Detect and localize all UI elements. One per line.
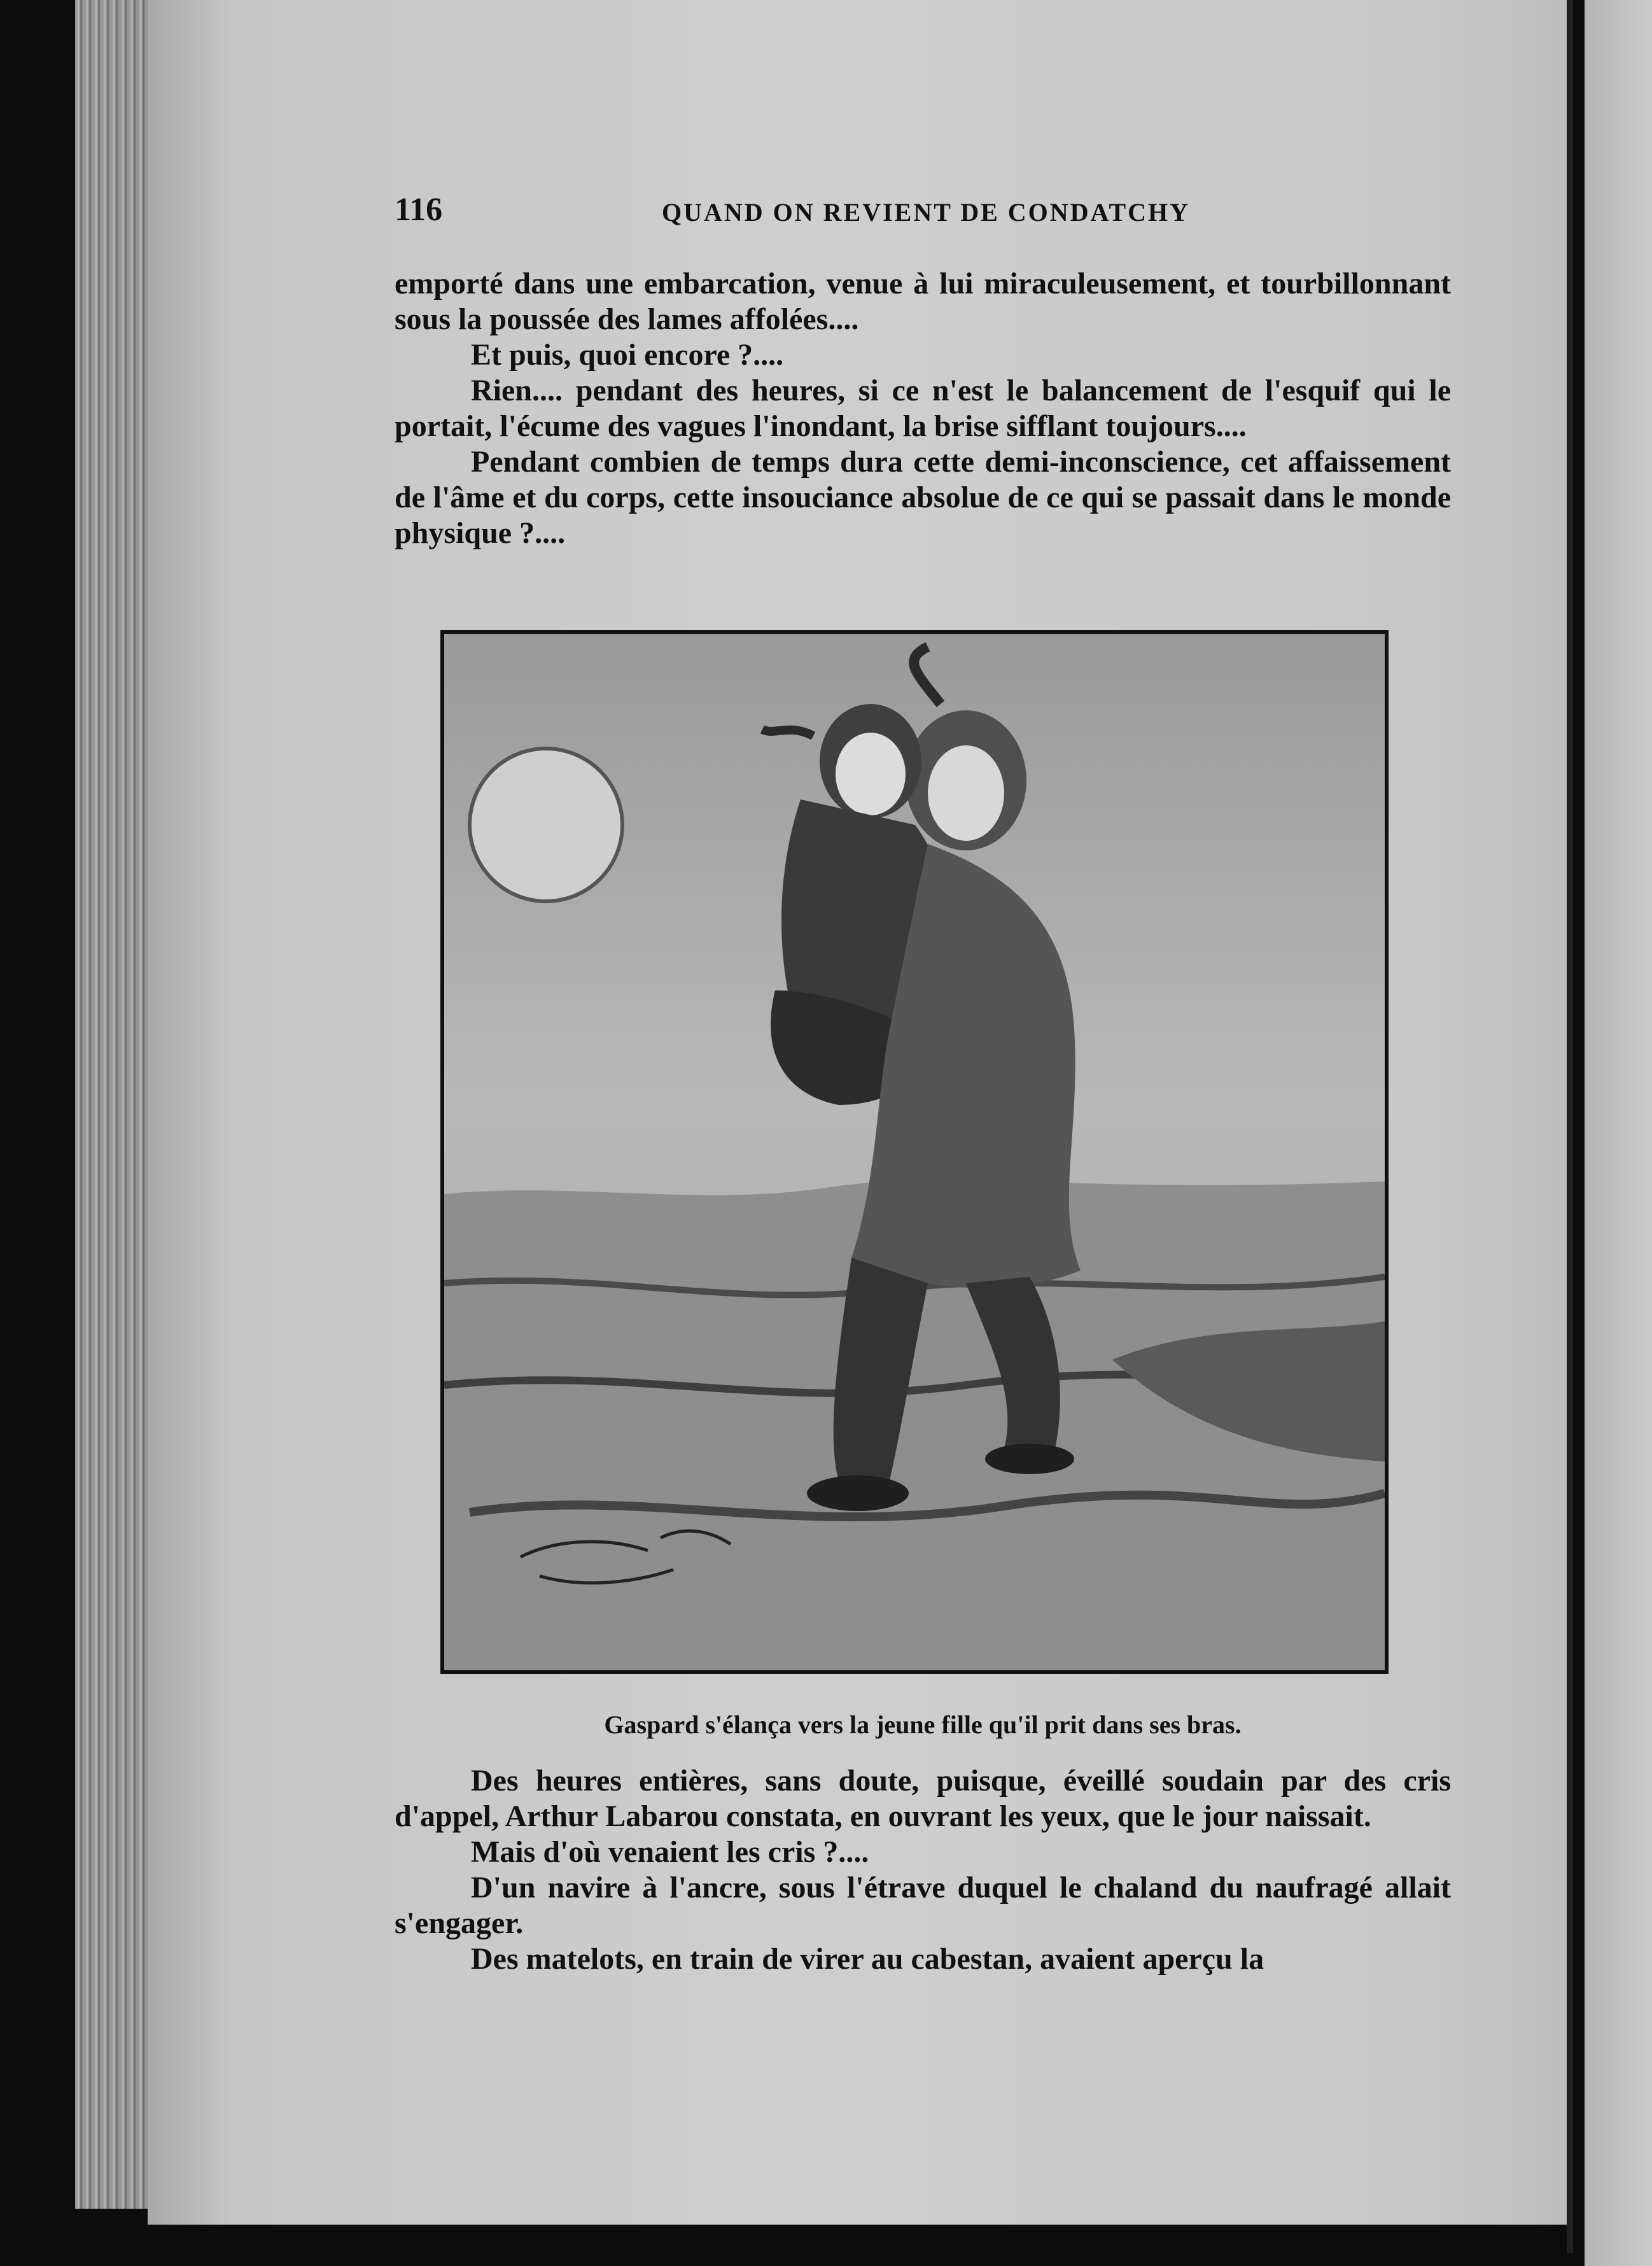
paragraph: D'un navire à l'ancre, sous l'étrave duquel le chaland du naufragé allait s'engager. [395,1871,1451,1940]
illustration-figure [440,630,1389,1674]
moon-shape [470,749,622,901]
paragraph: emporté dans une embarcation, venue à lui miraculeusement, et tourbillonnant sous la poussée des lames affolées.... [395,267,1451,336]
gutter-shadow [1567,0,1573,2253]
running-title: QUAND ON REVIENT DE CONDATCHY [662,198,1191,227]
page-number: 116 [395,192,443,228]
facing-page-edge [1585,0,1652,2266]
page-header [395,191,1451,242]
paragraph: Mais d'où venaient les cris ?.... [471,1835,869,1869]
paragraph: Pendant combien de temps dura cette demi-inconscience, cet affaissement de l'âme et du corps, cette insouciance absolue de ce qui se passait dans le monde physique ?.... [395,445,1451,550]
paragraph: Et puis, quoi encore ?.... [471,338,784,372]
paragraph: Rien.... pendant des heures, si ce n'est le balancement de l'esquif qui le portait, l'écume des vagues l'inondant, la brise sifflant toujours.... [395,374,1451,443]
illustration-drawing [444,634,1385,1670]
figure-caption: Gaspard s'élança vers la jeune fille qu'il prit dans ses bras. [604,1710,1242,1739]
body-text-bottom [395,1763,1451,1977]
paragraph: Des matelots, en train de virer au cabestan, avaient aperçu la [471,1942,1264,1976]
paragraph: Des heures entières, sans doute, puisque, éveillé soudain par des cris d'appel, Arthur Labarou constata, en ouvrant les yeux, que le jour naissait. [395,1764,1451,1833]
body-text-top [395,266,1451,551]
